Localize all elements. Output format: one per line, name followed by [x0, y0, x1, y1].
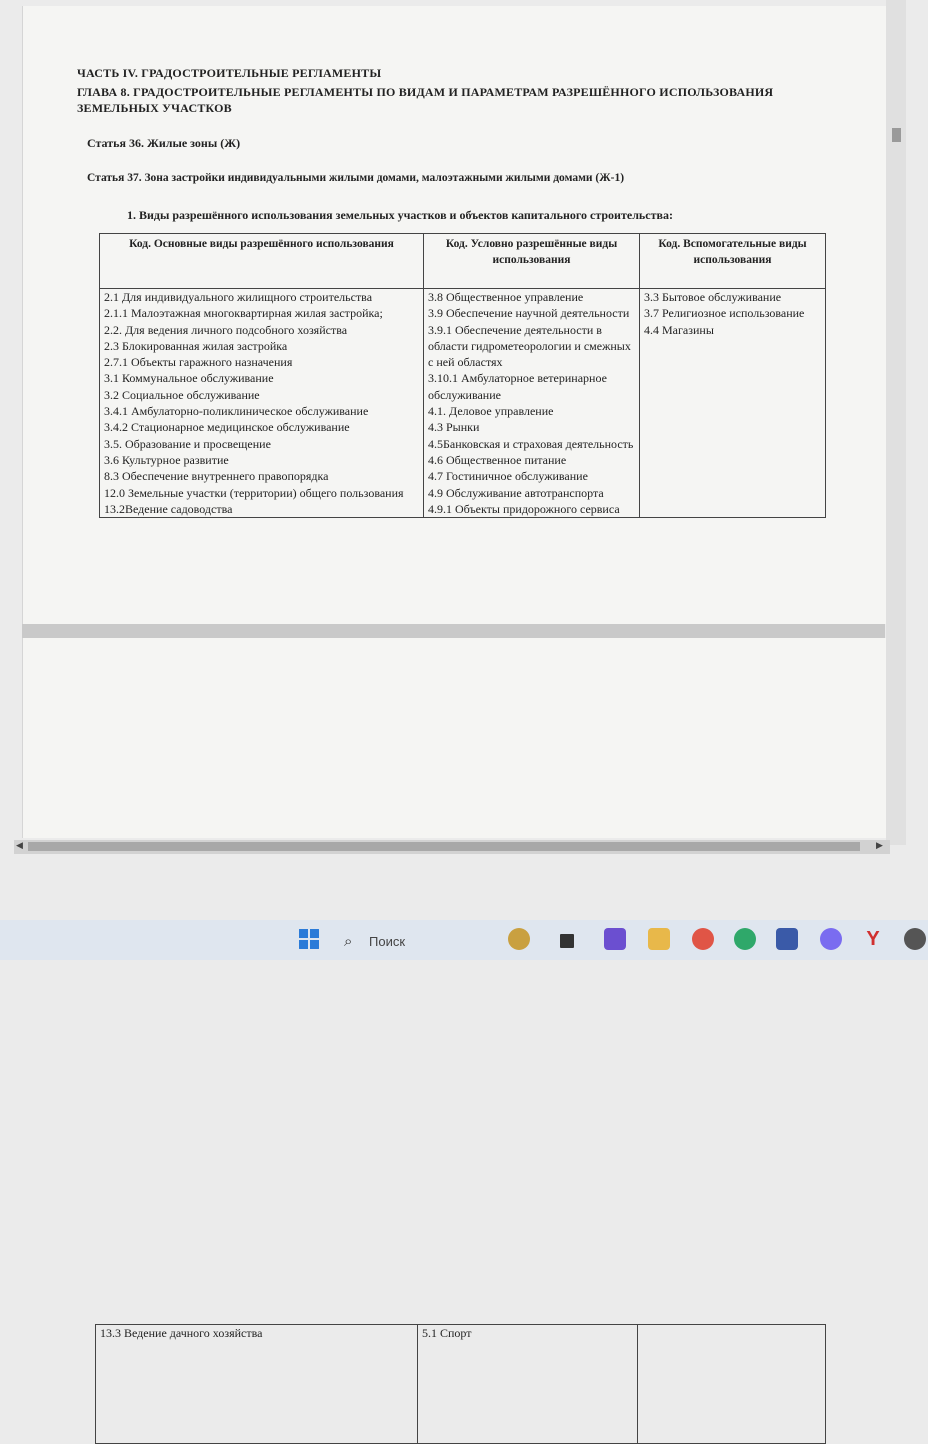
chapter-heading: ГЛАВА 8. ГРАДОСТРОИТЕЛЬНЫЕ РЕГЛАМЕНТЫ ПО ВИДАМ И ПАРАМЕТРАМ РАЗРЕШЁННОГО ИСПОЛЬЗОВАНИЯ ЗЕМЕЛЬНЫХ УЧАСТКОВ [77, 85, 774, 115]
table-row [96, 1325, 826, 1444]
list-item: 3.3 Бытовое обслуживание [644, 290, 782, 304]
yandex-browser-icon[interactable] [692, 928, 714, 950]
list-item: 3.9 Обеспечение научной деятельности [428, 306, 630, 321]
header-main-uses: Код. Основные виды разрешённого использования [100, 234, 424, 289]
horizontal-scrollbar[interactable] [14, 840, 890, 854]
list-item: 4.1. Деловое управление [428, 404, 554, 419]
file-explorer-icon[interactable] [648, 928, 670, 950]
list-item: 3.1 Коммунальное обслуживание [104, 371, 274, 386]
table-header-row [100, 234, 826, 289]
widget-icon[interactable] [508, 928, 530, 950]
list-item: 3.7 Религиозное использование [644, 306, 805, 321]
alice-icon[interactable] [820, 928, 842, 950]
list-item: 4.9 Обслуживание автотранспорта [428, 485, 604, 500]
table-row [100, 289, 826, 518]
article-37-heading: Статья 37. Зона застройки индивидуальными жилыми домами, малоэтажными жилыми домами (Ж-1) [87, 172, 625, 184]
task-view-icon[interactable] [560, 934, 574, 948]
section-1-heading: 1. Виды разрешённого использования земельных участков и объектов капитального строительства: [127, 208, 673, 222]
list-item: 4.4 Магазины [644, 322, 714, 337]
scroll-right-icon[interactable]: ▶ [876, 840, 883, 850]
list-item: 13.2Ведение садоводства [104, 501, 233, 516]
list-item: 3.9.1 Обеспечение деятельности в области гидрометеорологии и смежных с ней областях [428, 322, 631, 370]
horizontal-scrollbar-thumb[interactable] [28, 842, 860, 851]
store-icon[interactable] [776, 928, 798, 950]
usage-types-table-continued [95, 1324, 826, 1444]
list-item: 3.2 Социальное обслуживание [104, 387, 260, 402]
usage-types-table [99, 233, 826, 518]
list-item: 2.7.1 Объекты гаражного назначения [104, 355, 293, 370]
list-item: 3.4.2 Стационарное медицинское обслуживание [104, 420, 350, 435]
conditional-uses-cell [424, 289, 640, 518]
list-item: 2.2. Для ведения личного подсобного хозяйства [104, 322, 348, 337]
scroll-left-icon[interactable]: ◀ [16, 840, 23, 850]
vertical-scrollbar-thumb[interactable] [892, 128, 901, 142]
conditional-uses-cell: 5.1 Спорт [418, 1325, 638, 1444]
list-item: 3.8 Общественное управление [428, 290, 584, 304]
taskbar [0, 920, 928, 960]
header-auxiliary-uses: Код. Вспомогательные виды использования [640, 234, 826, 289]
camera-app-icon[interactable] [904, 928, 926, 950]
list-item: 3.5. Образование и просвещение [104, 436, 271, 451]
header-conditional-uses: Код. Условно разрешённые виды использования [424, 234, 640, 289]
list-item: 4.9.1 Объекты придорожного сервиса [428, 501, 620, 516]
vertical-scrollbar[interactable] [886, 0, 906, 845]
list-item: 4.7 Гостиничное обслуживание [428, 469, 588, 484]
list-item: 4.5Банковская и страховая деятельность [428, 436, 634, 451]
search-icon: ⌕ [344, 932, 353, 950]
part-heading: ЧАСТЬ IV. ГРАДОСТРОИТЕЛЬНЫЕ РЕГЛАМЕНТЫ [77, 66, 382, 80]
edge-browser-icon[interactable] [734, 928, 756, 950]
main-uses-cell [100, 289, 424, 518]
list-item: 3.4.1 Амбулаторно-поликлиническое обслуживание [104, 404, 369, 419]
windows-start-icon[interactable] [298, 928, 320, 950]
document-page-1 [22, 6, 886, 624]
list-item: 4.6 Общественное питание [428, 452, 567, 467]
auxiliary-uses-cell [640, 289, 826, 518]
list-item: 2.1 Для индивидуального жилищного строительства [104, 290, 373, 304]
list-item: 2.1.1 Малоэтажная многоквартирная жилая застройка; [104, 306, 383, 321]
list-item: 3.6 Культурное развитие [104, 452, 229, 467]
teams-icon[interactable] [604, 928, 626, 950]
list-item: 3.10.1 Амбулаторное ветеринарное обслуживание [428, 371, 607, 402]
search-input[interactable]: Поиск [369, 934, 406, 949]
taskbar-search[interactable] [334, 930, 484, 952]
list-item: 2.3 Блокированная жилая застройка [104, 338, 288, 353]
list-item: 4.3 Рынки [428, 420, 480, 435]
page-break [22, 624, 885, 638]
yandex-icon[interactable]: Y [866, 928, 880, 950]
auxiliary-uses-cell [638, 1325, 826, 1444]
list-item: 8.3 Обеспечение внутреннего правопорядка [104, 469, 329, 484]
main-uses-cell: 13.3 Ведение дачного хозяйства [96, 1325, 418, 1444]
list-item: 12.0 Земельные участки (территории) общего пользования [104, 485, 404, 500]
article-36-heading: Статья 36. Жилые зоны (Ж) [87, 136, 241, 150]
